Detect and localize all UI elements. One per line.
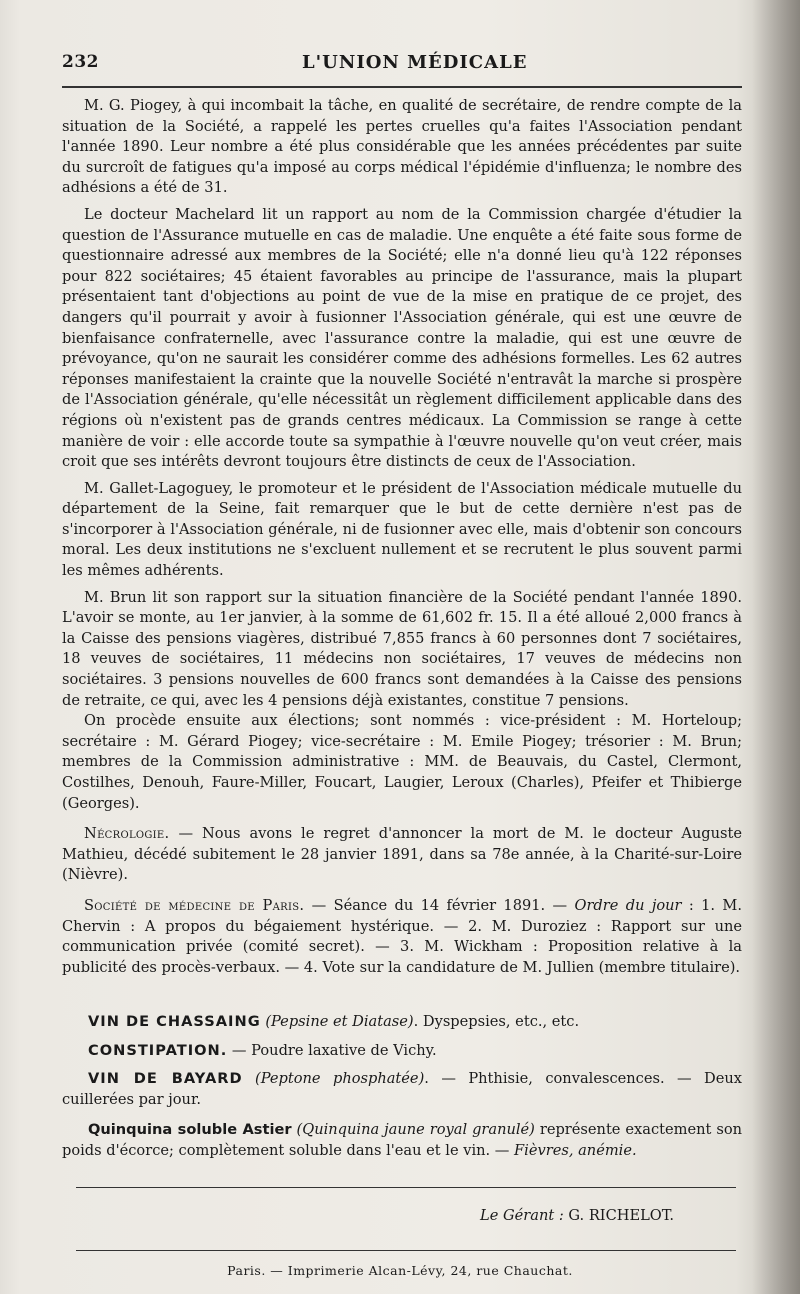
ad-text: . Dyspepsies, etc., etc. <box>413 1013 580 1030</box>
advertisements <box>62 1012 742 1170</box>
paragraph-elections <box>62 711 742 814</box>
paragraph-lead: Le docteur Machelard <box>84 205 255 223</box>
header-rule <box>62 86 742 88</box>
ad-chassaing <box>62 1012 742 1033</box>
gerant-line <box>480 1207 674 1224</box>
necrologie-notice <box>62 824 742 886</box>
ad-constipation <box>62 1041 742 1062</box>
necrologie-label: Nécrologie. <box>84 825 170 843</box>
paragraph-machelard <box>62 205 742 473</box>
paragraph-brun <box>62 588 742 712</box>
paragraph-text: ensuite aux élections; sont nommés : vice-président : M. Horteloup; secrétaire : M. Gérard Piogey; vice-secrétaire : M. Emile Piogey; trésorier : M. Brun; membres de la Commission administrative : MM. de Beauvais, du Castel, Clermont, Costilhes, Denouh, Faure-Miller, Foucart, Laugier, Leroux (Charles), Pfeifer et Thibierge (Georges). <box>62 712 742 812</box>
ad-text: représente exactement son poids d'écorce; complètement soluble dans l'eau et le vin. — <box>62 1121 743 1159</box>
paragraph-lead: M. Gallet-Lagoguey, <box>84 479 234 497</box>
societe-label: Société de médecine de Paris. <box>84 896 305 914</box>
ad-text: — Poudre laxative de Vichy. <box>227 1041 437 1059</box>
page-header <box>62 52 742 80</box>
ad-name: VIN DE CHASSAING <box>88 1013 261 1030</box>
paragraph-lead: M. Brun <box>84 588 147 606</box>
paragraph-text: lit son rapport sur la situation financière de la Société pendant l'année 1890. L'avoir se monte, au 1er janvier, à la somme de 61,602 fr. 15. Il a été alloué 2,000 francs à la Caisse des pensions viagères, distribué 7,855 francs à 60 personnes dont 7 sociétaires, 18 veuves de sociétaires, 11 médecins non sociétaires, 17 veuves de médecins non sociétaires. 3 pensions nouvelles de 600 francs sont demandées à la Caisse des pensions de retraite, ce qui, avec les 4 pensions déjà existantes, constitue 7 pensions. <box>62 588 742 709</box>
ad-tail: Fièvres, anémie. <box>514 1141 637 1159</box>
societe-agenda: : 1. M. Chervin : A propos du bégaiement hystérique. — 2. M. Duroziez : Rapport sur une communication privée (comité secret). — 3. M. Wickham : Proposition relative à la publicité des procès-verbaux. — 4. Vote sur la candidature de M. Jullien (membre titulaire). <box>62 896 742 976</box>
ad-name: CONSTIPATION. <box>88 1041 228 1059</box>
societe-date: — Séance du 14 février 1891. — <box>304 896 575 914</box>
necrologie-text: — Nous avons le regret d'annoncer la mort de M. le docteur Auguste Mathieu, décédé subitement le 28 janvier 1891, dans sa 78e année, à la Charité-sur-Loire (Nièvre). <box>62 825 742 884</box>
running-title: L'UNION MÉDICALE <box>302 52 528 73</box>
paragraph-gallet-lagoguey <box>62 479 742 582</box>
page-number: 232 <box>62 52 99 72</box>
paragraph-text: lit un rapport au nom de la Commission chargée d'étudier la question de l'Assurance mutuelle en cas de maladie. Une enquête a été faite sous forme de questionnaire adressé aux membres de la Société; elle n'a donné lieu qu'à 122 réponses pour 822 sociétaires; 45 étaient favorables au principe de l'assurance, mais la plupart présentaient tant d'objections au point de vue de la mise en pratique de ce projet, des dangers qu'il pourrait y avoir à fusionner l'Association générale, qui est une œuvre de bienfaisance confraternelle, avec l'assurance contre la maladie, qui est une œuvre de prévoyance, qu'on ne saurait les considérer comme des adhésions formelles. Les 62 autres réponses manifestaient la crainte que la nouvelle Société n'entravât la marche si prospère de l'Association générale, qu'elle nécessitât un règlement difficilement applicable dans des régions où n'existent pas de grands centres médicaux. La Commission se range à cette manière de voir : elle accorde toute sa sympathie à l'œuvre nouvelle qu'on veut créer, mais croit que ses intérêts devront toujours être distincts de ceux de l'Association. <box>62 205 742 471</box>
ad-text: . — Phthisie, convalescences. — Deux cuillerées par jour. <box>62 1070 742 1108</box>
article-body <box>62 96 742 978</box>
gerant-name: G. RICHELOT. <box>563 1207 675 1224</box>
ad-quinquina <box>62 1120 742 1161</box>
paragraph-lead: On procède <box>84 712 176 730</box>
paragraph-text: à qui incombait la tâche, en qualité de secrétaire, de rendre compte de la situation de la Société, a rappelé les pertes cruelles qu'a faites l'Association pendant l'année 1890. Leur nombre a été plus considérable que les années précédentes par suite du surcroît de fatigues qu'a imposé au corps médical l'épidémie d'influenza; le nombre des adhésions a été de 31. <box>62 97 742 197</box>
ad-detail: (Pepsine et Diatase) <box>265 1013 414 1030</box>
ordre-du-jour: Ordre du jour <box>574 896 682 914</box>
ad-name: VIN DE BAYARD <box>88 1070 243 1088</box>
gerant-label: Le Gérant : <box>480 1207 564 1224</box>
page-edge-shadow <box>752 0 800 1294</box>
paragraph-text: le promoteur et le président de l'Association médicale mutuelle du département de la Seine, fait remarquer que le but de cette dernière n'est pas de s'incorporer à l'Association générale, ni de fusionner avec elle, mais d'obtenir son concours moral. Les deux institutions ne s'excluent nullement et se recrutent le plus souvent parmi les mêmes adhérents. <box>62 479 742 580</box>
ad-bayard <box>62 1069 742 1110</box>
ad-detail: (Peptone phosphatée) <box>255 1070 425 1088</box>
ad-detail: (Quinquina jaune royal granulé) <box>296 1121 535 1139</box>
societe-notice <box>62 896 742 978</box>
footer-rule-bottom <box>76 1250 736 1251</box>
paragraph-lead: M. G. Piogey, <box>84 97 183 114</box>
ad-name: Quinquina soluble Astier <box>88 1121 292 1139</box>
footer-rule-top <box>76 1187 736 1188</box>
paragraph-piogey <box>62 96 742 199</box>
imprint-line: Paris. — Imprimerie Alcan-Lévy, 24, rue Chauchat. <box>227 1263 573 1278</box>
